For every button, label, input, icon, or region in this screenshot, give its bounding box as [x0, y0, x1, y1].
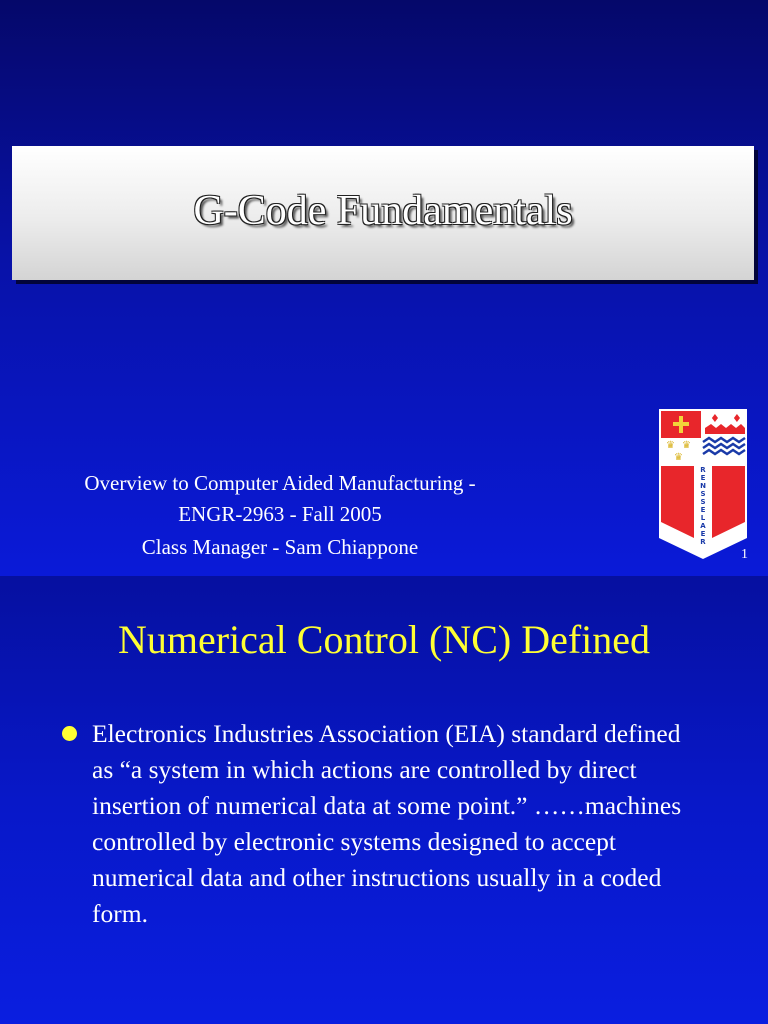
- slide-2-title: Numerical Control (NC) Defined: [117, 617, 651, 662]
- subtitle-line-2: ENGR-2963 - Fall 2005: [178, 502, 382, 526]
- rensselaer-shield-logo: [658, 408, 748, 560]
- logo-lettering: R E N S S E L A E R: [700, 466, 706, 546]
- title-box: [12, 146, 754, 280]
- page-number: 1: [741, 547, 748, 562]
- slide-2: [0, 576, 768, 1024]
- slide-title: G-Code Fundamentals: [193, 188, 573, 234]
- bullet-dot-icon: [62, 726, 77, 741]
- svg-text:♛: ♛: [682, 440, 691, 451]
- svg-text:♛: ♛: [674, 452, 683, 463]
- svg-text:♦: ♦: [732, 412, 742, 425]
- subtitle-course: [30, 468, 530, 530]
- bullet-text: Electronics Industries Association (EIA) standard defined as “a system in which actions are controlled by direct insertion of numerical data at some point.” ……machines controlled by electronic systems designed to accept numerical data and other instructions usually in a coded form.: [92, 719, 682, 928]
- svg-text:♛: ♛: [666, 440, 675, 451]
- subtitle-manager: Class Manager - Sam Chiappone: [141, 535, 419, 559]
- svg-text:♦: ♦: [710, 412, 720, 425]
- bullet-item: [62, 716, 702, 932]
- subtitle-line-1: Overview to Computer Aided Manufacturing -: [84, 471, 476, 495]
